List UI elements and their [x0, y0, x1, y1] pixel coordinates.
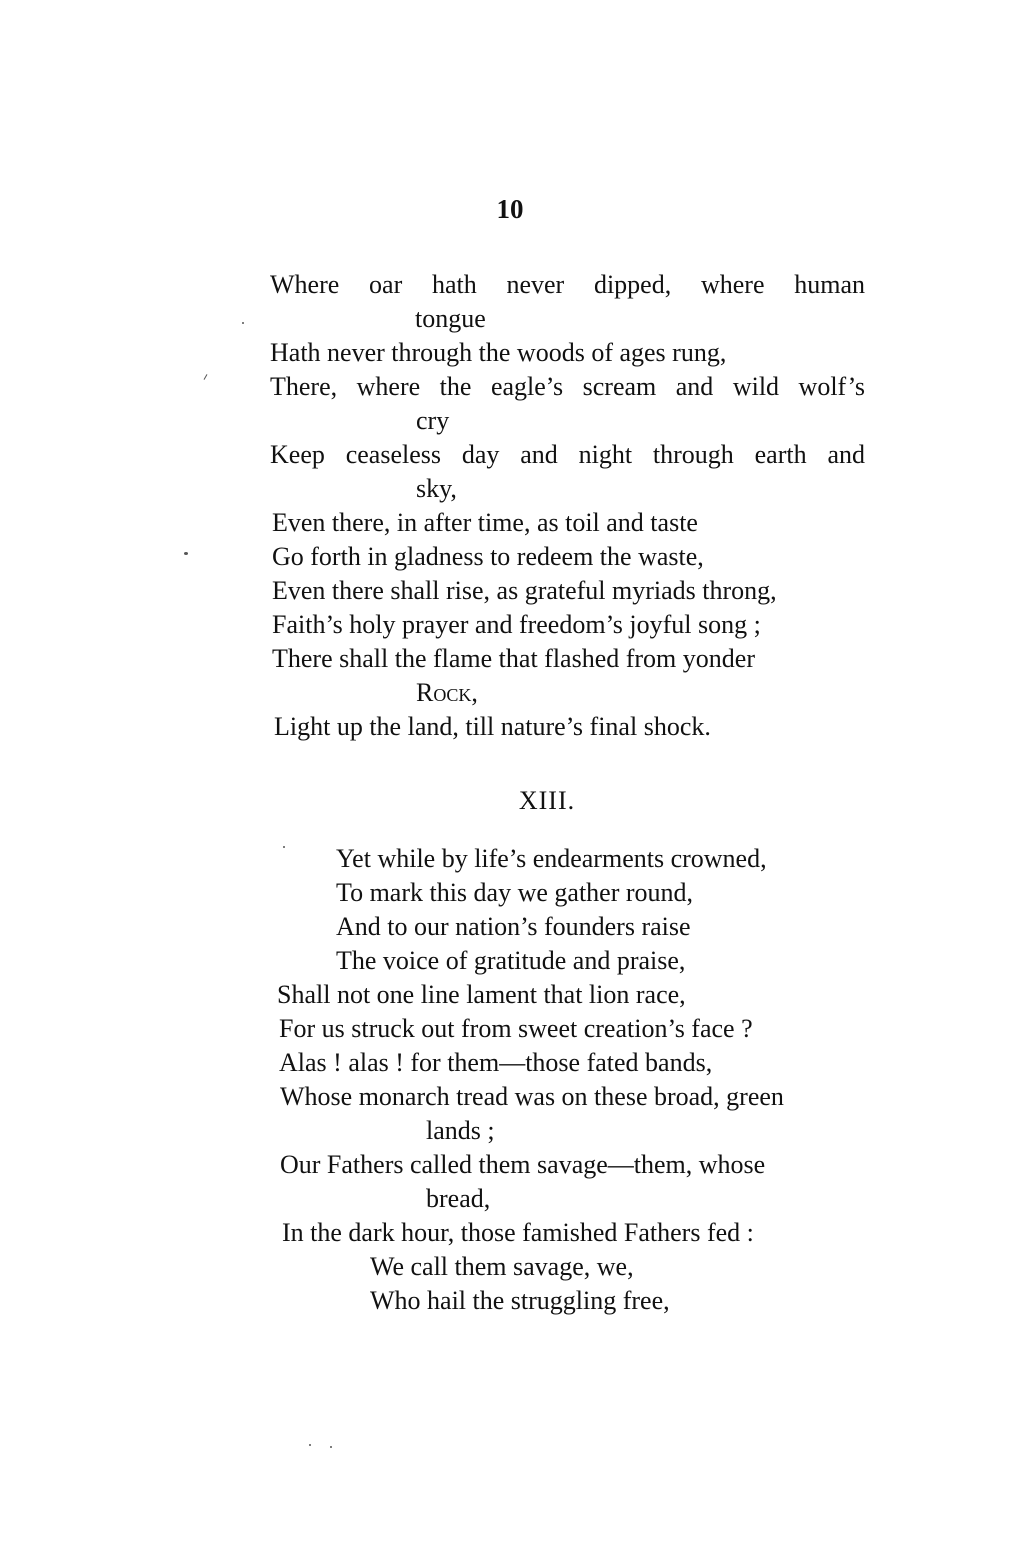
scan-speck	[204, 374, 208, 380]
poem-line: Who hail the struggling free,	[370, 1286, 670, 1315]
section-heading: XIII.	[518, 786, 576, 815]
poem-line: Even there shall rise, as grateful myriads throng,	[272, 576, 777, 605]
scan-speck	[330, 1446, 332, 1448]
poem-line: cry	[416, 406, 450, 435]
poem-line: There, where the eagle’s scream and wild wolf’s	[270, 372, 865, 401]
page-number: 10	[496, 194, 524, 224]
poem-line: tongue	[415, 304, 486, 333]
poem-line: Shall not one line lament that lion race,	[277, 980, 686, 1009]
poem-line: lands ;	[426, 1116, 495, 1145]
poem-line: Yet while by life’s endearments crowned,	[336, 844, 767, 873]
poem-line: Faith’s holy prayer and freedom’s joyful song ;	[272, 610, 761, 639]
poem-line: For us struck out from sweet creation’s face ?	[279, 1014, 753, 1043]
scan-speck	[184, 552, 188, 555]
scan-speck	[309, 1444, 311, 1446]
poem-line: Hath never through the woods of ages rung,	[270, 338, 727, 367]
poem-line: Even there, in after time, as toil and taste	[272, 508, 698, 537]
poem-line: Go forth in gladness to redeem the waste,	[272, 542, 704, 571]
scan-speck	[283, 846, 285, 848]
poem-line: And to our nation’s founders raise	[336, 912, 691, 941]
poem-line: The voice of gratitude and praise,	[336, 946, 686, 975]
poem-line: Where oar hath never dipped, where human	[270, 270, 865, 299]
poem-line: sky,	[416, 474, 457, 503]
poem-line: Whose monarch tread was on these broad, green	[280, 1082, 784, 1111]
poem-line: We call them savage, we,	[370, 1252, 634, 1281]
poem-line: Keep ceaseless day and night through earth and	[270, 440, 865, 469]
poem-line: In the dark hour, those famished Fathers fed :	[282, 1218, 754, 1247]
poem-line: Light up the land, till nature’s final shock.	[274, 712, 711, 741]
poem-line: bread,	[426, 1184, 491, 1213]
poem-line: Alas ! alas ! for them—those fated bands,	[279, 1048, 713, 1077]
scan-speck	[242, 322, 244, 324]
poem-line: There shall the flame that flashed from yonder	[272, 644, 755, 673]
poem-line: To mark this day we gather round,	[336, 878, 694, 907]
poem-line: Our Fathers called them savage—them, whose	[280, 1150, 766, 1179]
poem-line: Rock,	[416, 678, 478, 707]
